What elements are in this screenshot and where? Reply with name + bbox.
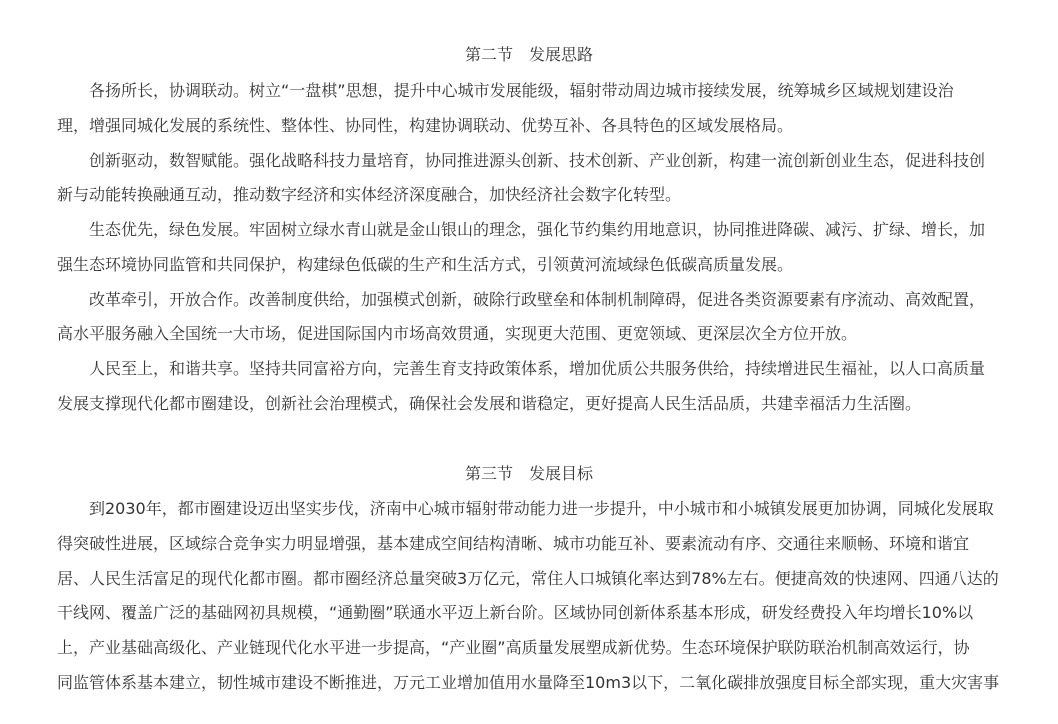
- paragraph-line: 同监管体系基本建立，韧性城市建设不断推进，万元工业增加值用水量降至10m3以下，二氧化碳排放强度目标全部实现，重大灾害事: [57, 673, 1000, 692]
- paragraph-line: 生态优先，绿色发展。牢固树立绿水青山就是金山银山的理念，强化节约集约用地意识，协同推进降碳、减污、扩绿、增长，加: [89, 220, 986, 239]
- paragraph-line: 强生态环境协同监管和共同保护，构建绿色低碳的生产和生活方式，引领黄河流域绿色低碳高质量发展。: [57, 255, 794, 274]
- paragraph-line: 上，产业基础高级化、产业链现代化水平进一步提高，“产业圈”高质量发展塑成新优势。生态环境保护联防联治机制高效运行，协: [57, 638, 970, 657]
- paragraph-line: 干线网、覆盖广泛的基础网初具规模，“通勤圈”联通水平迈上新台阶。区域协同创新体系基本形成，研发经费投入年均增长10%以: [57, 603, 974, 622]
- section-heading-development-ideas: 第二节 发展思路: [464, 45, 593, 64]
- paragraph-line: 到2030年，都市圈建设迈出坚实步伐，济南中心城市辐射带动能力进一步提升，中小城市和小城镇发展更加协调，同城化发展取: [89, 499, 994, 518]
- section-heading-development-goals: 第三节 发展目标: [464, 464, 593, 483]
- paragraph-line: 高水平服务融入全国统一大市场，促进国际国内市场高效贯通，实现更大范围、更宽领域、更深层次全方位开放。: [57, 324, 858, 343]
- paragraph-line: 得突破性进展，区域综合竞争实力明显增强，基本建成空间结构清晰、城市功能互补、要素流动有序、交通往来顺畅、环境和谐宜: [57, 534, 970, 553]
- paragraph-line: 人民至上，和谐共享。坚持共同富裕方向，完善生育支持政策体系，增加优质公共服务供给，持续增进民生福祉，以人口高质量: [89, 359, 986, 378]
- paragraph-line: 居、人民生活富足的现代化都市圈。都市圈经济总量突破3万亿元，常住人口城镇化率达到78%左右。便捷高效的快速网、四通八达的: [57, 569, 999, 588]
- paragraph-line: 创新驱动，数智赋能。强化战略科技力量培育，协同推进源头创新、技术创新、产业创新，构建一流创新创业生态，促进科技创: [89, 151, 986, 170]
- paragraph-line: 各扬所长，协调联动。树立“一盘棋”思想，提升中心城市发展能级，辐射带动周边城市接续发展，统筹城乡区域规划建设治: [89, 81, 954, 100]
- paragraph-line: 理，增强同城化发展的系统性、整体性、协同性，构建协调联动、优势互补、各具特色的区域发展格局。: [57, 116, 794, 135]
- paragraph-line: 改革牵引，开放合作。改善制度供给，加强模式创新，破除行政壁垒和体制机制障碍，促进各类资源要素有序流动、高效配置，: [89, 290, 986, 309]
- paragraph-line: 发展支撑现代化都市圈建设，创新社会治理模式，确保社会发展和谐稳定，更好提高人民生活品质，共建幸福活力生活圈。: [57, 394, 922, 413]
- paragraph-line: 新与动能转换融通互动，推动数字经济和实体经济深度融合，加快经济社会数字化转型。: [57, 185, 682, 204]
